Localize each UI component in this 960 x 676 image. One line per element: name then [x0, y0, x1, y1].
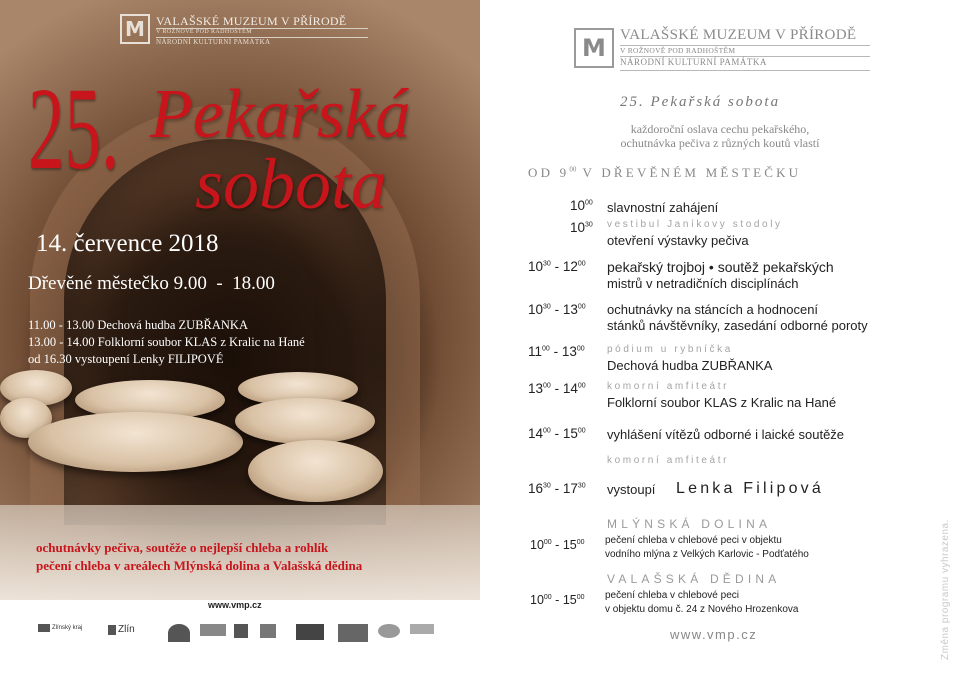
- sponsor-logo-icon: [200, 624, 226, 636]
- event-time: $11^{00} - 13^{00}$: [528, 344, 585, 359]
- event-time: $10^{30}$: [570, 220, 593, 235]
- area-time: $10^{00} - 15^{00}$: [530, 593, 585, 607]
- location-name: V DŘEVĚNÉM MĚSTEČKU: [576, 165, 802, 180]
- area-description-line2: vodního mlýna z Velkých Karlovic - Podťatého: [605, 549, 809, 560]
- sponsor-logo: [200, 624, 226, 636]
- poster-edition-number: 25.: [28, 63, 120, 194]
- program-change-note: Změna programu vyhrazena.: [940, 519, 951, 660]
- sponsor-logo: [38, 624, 82, 632]
- area-time: $10^{00} - 15^{00}$: [530, 538, 585, 552]
- program-museum-logo: [574, 24, 874, 74]
- area-description-line2: v objektu domu č. 24 z Nového Hrozenkova: [605, 604, 799, 615]
- sponsor-logo-icon: [378, 624, 400, 638]
- sponsor-logo: [260, 624, 276, 638]
- location-start-time: OD 9: [528, 165, 570, 180]
- museum-logo-icon: M: [120, 14, 150, 44]
- region-flag-icon: [38, 624, 50, 632]
- area-name: VALAŠSKÁ DĚDINA: [607, 572, 781, 586]
- event-venue: komorní amfiteátr: [607, 381, 730, 392]
- event-poster: [0, 0, 480, 600]
- bread-loaf-image: [248, 440, 383, 502]
- program-location-heading: [528, 165, 801, 181]
- sponsor-logo-icon: [234, 624, 248, 638]
- poster-title-word2: sobota: [195, 144, 388, 224]
- sponsor-logo: [338, 624, 368, 642]
- museum-logo-icon: M: [574, 28, 614, 68]
- area-description: pečení chleba v chlebové peci v objektu: [605, 535, 782, 546]
- event-program: [480, 0, 960, 676]
- sponsor-logo-icon: [296, 624, 324, 640]
- event-description-line2: mistrů v netradičních disciplínách: [607, 276, 799, 291]
- program-museum-status: NÁRODNÍ KULTURNÍ PAMÁTKA: [620, 57, 767, 67]
- event-description: ochutnávky na stáncích a hodnocení: [607, 302, 819, 317]
- sponsor-logo: [234, 624, 248, 638]
- sponsor-logo-icon: [260, 624, 276, 638]
- poster-website-link[interactable]: www.vmp.cz: [208, 600, 262, 610]
- program-subtitle: každoroční oslava cechu pekařského,: [630, 122, 810, 136]
- event-time: $10^{00}$: [570, 198, 593, 213]
- sponsor-logos: [38, 624, 438, 654]
- sponsor-logo: [168, 624, 190, 642]
- performer-name: Lenka Filipová: [676, 480, 824, 497]
- event-description-line2: stánků návštěvníky, zasedání odborné poroty: [607, 318, 868, 333]
- location-start-minutes: 00: [569, 165, 577, 174]
- poster-opening-hours: Dřevěné městečko 9.00 - 18.00: [28, 273, 275, 294]
- sponsor-name: Zlínský kraj: [52, 625, 83, 631]
- sponsor-logo-icon: [338, 624, 368, 642]
- area-description: pečení chleba v chlebové peci: [605, 590, 739, 601]
- program-museum-name: VALAŠSKÉ MUZEUM V PŘÍRODĚ: [620, 27, 857, 43]
- event-description: pekařský trojboj • soutěž pekařských: [607, 259, 834, 275]
- bread-loaf-image: [28, 412, 243, 472]
- poster-museum-status: NÁRODNÍ KULTURNÍ PAMÁTKA: [156, 38, 271, 46]
- bread-loaf-image: [235, 398, 375, 444]
- program-title: 25. Pekařská sobota: [620, 94, 781, 110]
- poster-program-line: 11.00 - 13.00 Dechová hudba ZUBŘANKA: [28, 318, 248, 332]
- sponsor-logo: [296, 624, 324, 640]
- poster-highlight-line: pečení chleba v areálech Mlýnská dolina a Valašská dědina: [36, 558, 363, 573]
- event-time: $14^{00} - 15^{00}$: [528, 426, 586, 441]
- poster-title-word1: Pekařská: [150, 76, 411, 153]
- sponsor-logo: [378, 624, 400, 638]
- event-venue: komorní amfiteátr: [607, 455, 730, 466]
- event-description: Folklorní soubor KLAS z Kralic na Hané: [607, 395, 837, 410]
- poster-date: 14. července 2018: [36, 230, 219, 257]
- poster-program-line: 13.00 - 14.00 Folklorní soubor KLAS z Kralic na Hané: [28, 335, 305, 349]
- event-time: $10^{30} - 12^{00}$: [528, 259, 586, 274]
- event-description: slavnostní zahájení: [607, 200, 719, 215]
- event-venue: pódium u rybníčka: [607, 344, 733, 355]
- program-subtitle: ochutnávka pečiva z různých koutů vlastí: [620, 136, 820, 150]
- city-emblem-icon: [108, 625, 116, 635]
- poster-highlight-line: ochutnávky pečiva, soutěže o nejlepší chleba a rohlík: [36, 540, 329, 555]
- sponsor-logo: [108, 624, 135, 635]
- event-description: vyhlášení vítězů odborné i laické soutěže: [607, 427, 845, 442]
- poster-program-line: od 16.30 vystoupení Lenky FILIPOVÉ: [28, 352, 224, 366]
- sponsor-name: Zlín: [118, 624, 135, 635]
- event-venue: vestibul Janíkovy stodoly: [607, 219, 783, 230]
- divider: [620, 70, 870, 71]
- poster-museum-name: VALAŠSKÉ MUZEUM V PŘÍRODĚ: [156, 14, 347, 28]
- poster-museum-location: V ROŽNOVĚ POD RADHOŠTĚM: [156, 29, 252, 35]
- sponsor-logo-icon: [410, 624, 434, 634]
- event-description: otevření výstavky pečiva: [607, 233, 749, 248]
- program-museum-location: V ROŽNOVĚ POD RADHOŠTĚM: [620, 46, 736, 55]
- program-website-link[interactable]: www.vmp.cz: [670, 627, 758, 642]
- sponsor-logo: [410, 624, 434, 634]
- event-time: $10^{30} - 13^{00}$: [528, 302, 586, 317]
- hotel-logo-icon: [168, 624, 190, 642]
- event-time: $16^{30} - 17^{30}$: [528, 481, 586, 496]
- event-description: vystoupí: [607, 482, 656, 497]
- event-description: Dechová hudba ZUBŘANKA: [607, 358, 773, 373]
- event-time: $13^{00} - 14^{00}$: [528, 381, 586, 396]
- area-name: MLÝNSKÁ DOLINA: [607, 517, 772, 531]
